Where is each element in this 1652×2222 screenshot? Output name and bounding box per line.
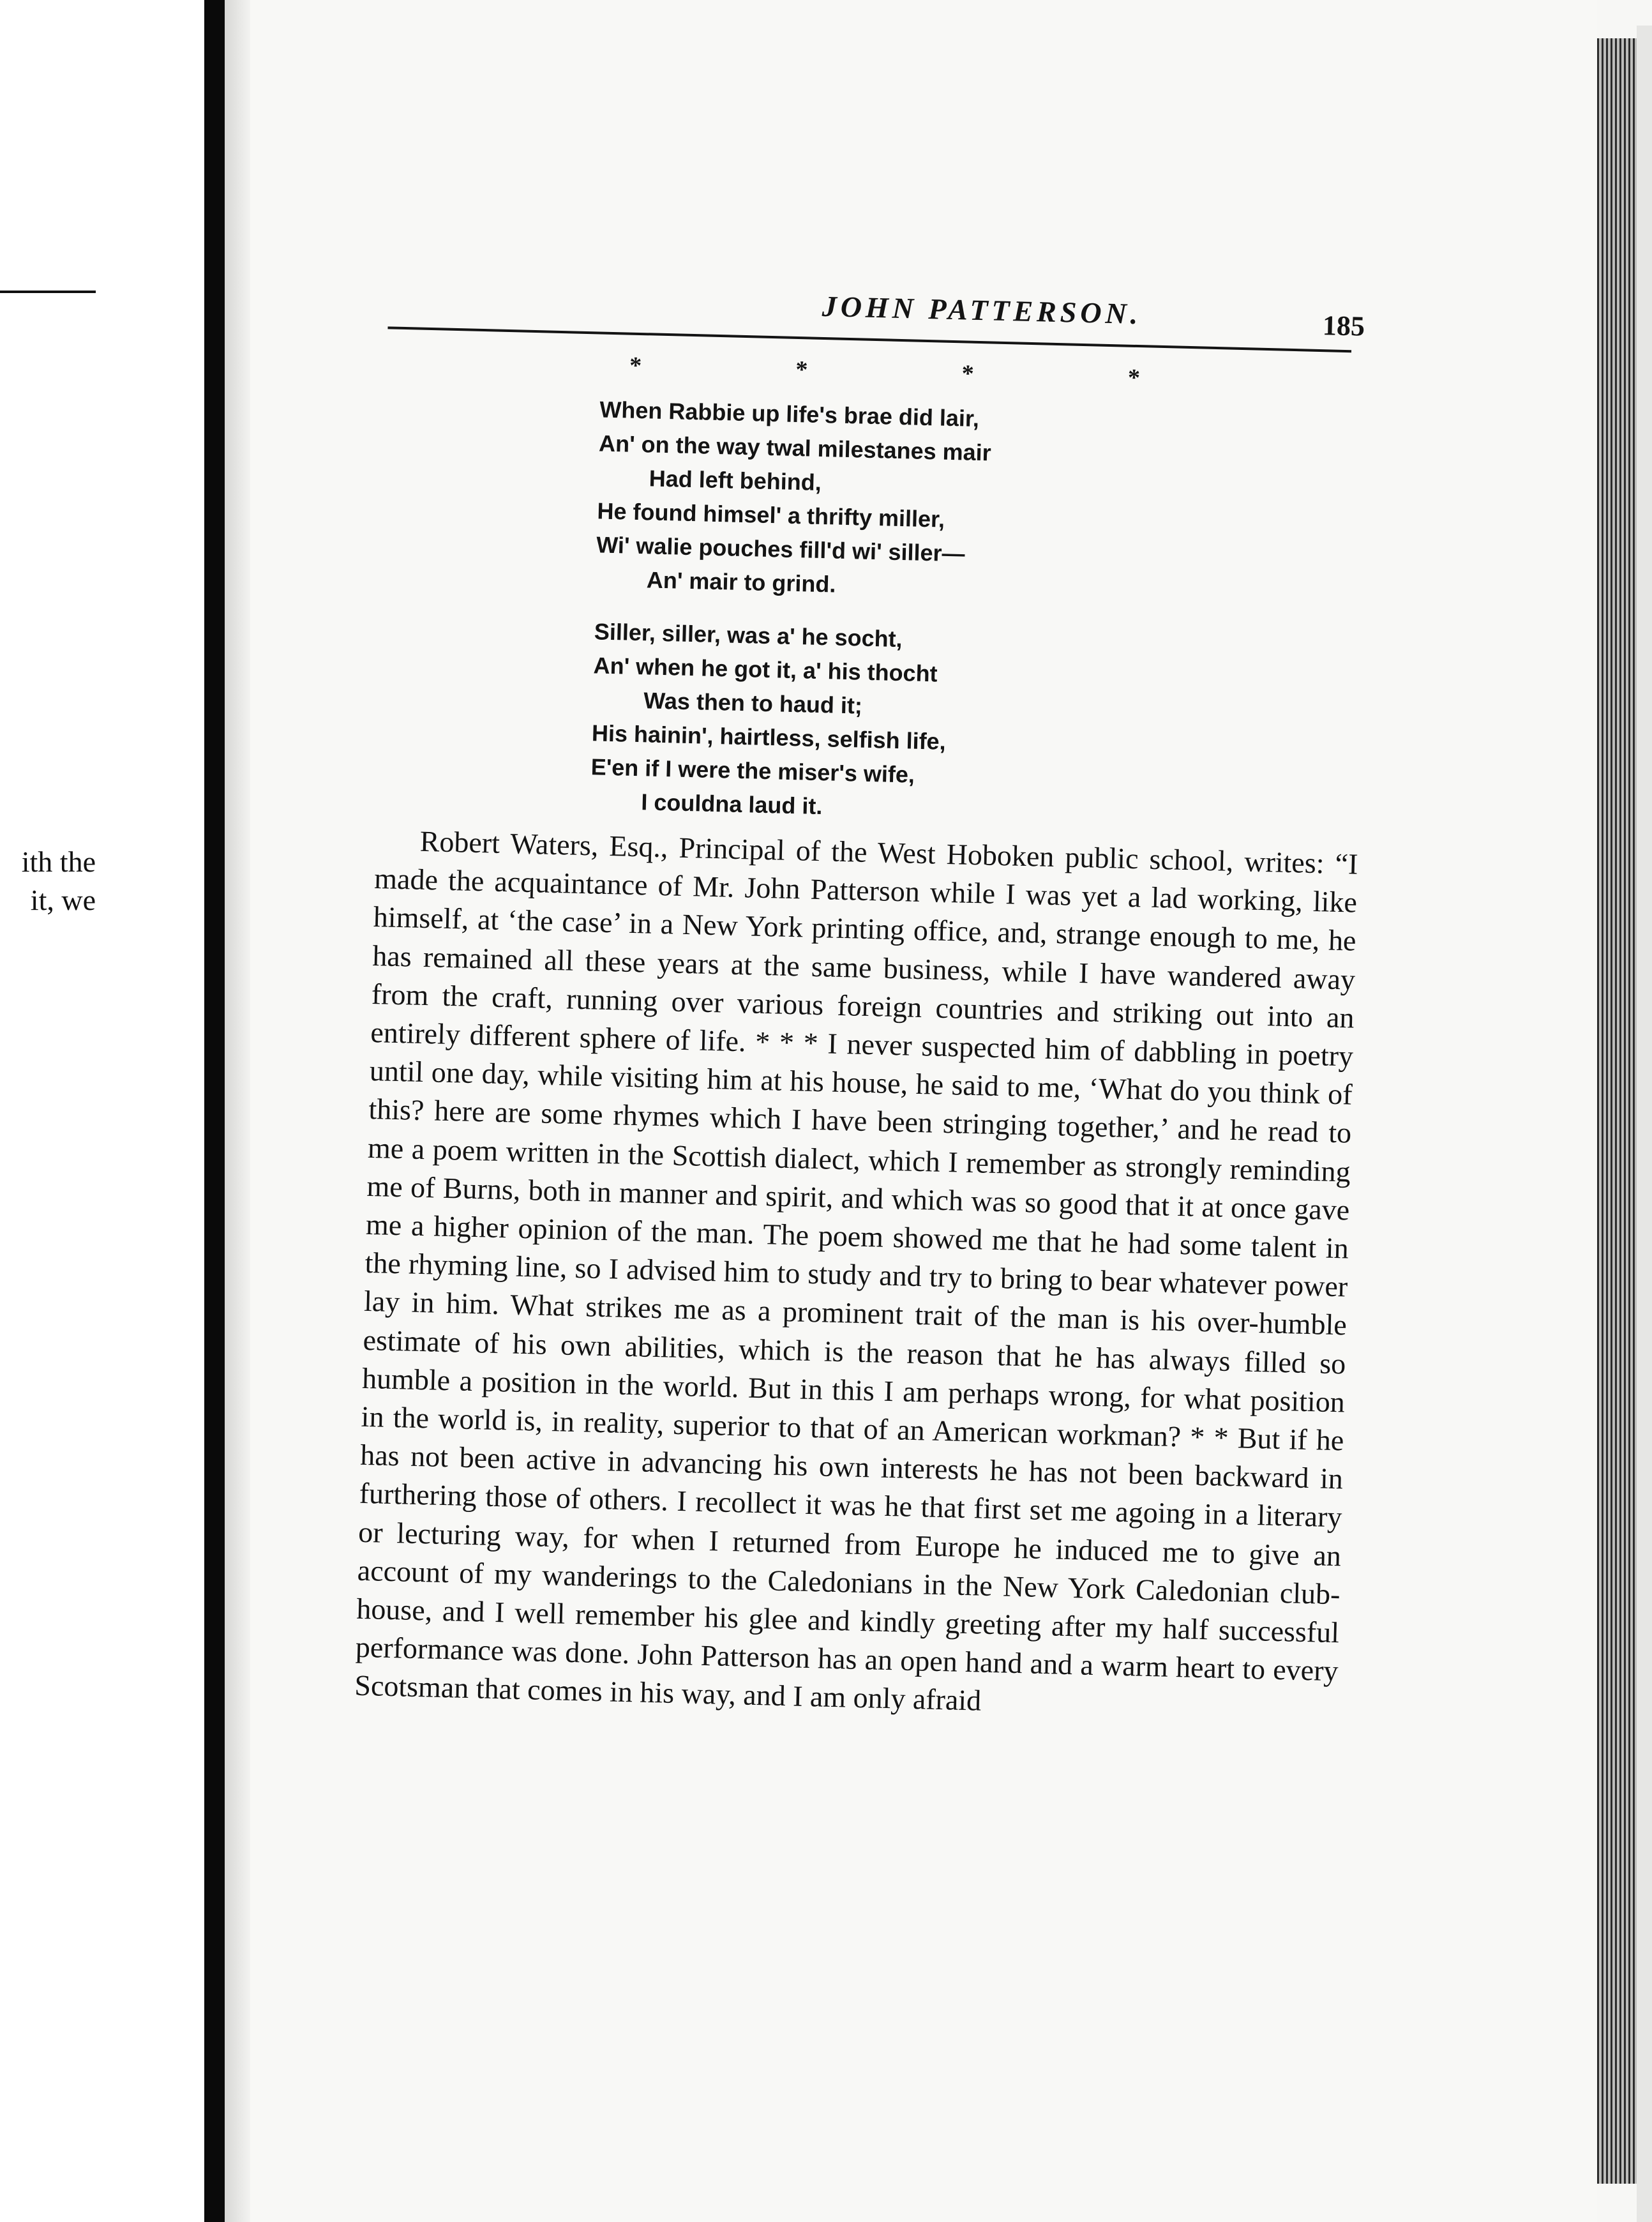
poem-line: Was then to haud it; [643,687,863,719]
poem-line: An' mair to grind. [646,566,836,598]
poem-line: An' when he got it, a' his thocht [593,652,938,687]
star-mark: * [1127,364,1141,392]
poem-line: He found himsel' a thrifty miller, [597,497,945,533]
poem [590,392,1175,831]
gutter-shadow [225,0,250,2222]
poem-line: Had left behind, [649,465,822,495]
page-edge-margin [1637,26,1652,2222]
poem-line: Siller, siller, was a' he socht, [594,618,903,653]
page-number: 185 [1322,310,1365,342]
poem-line: I couldna laud it. [640,789,823,820]
left-page-rule [0,291,96,293]
left-page-text-fragments [0,843,96,919]
star-mark: * [961,360,975,388]
running-title: JOHN PATTERSON. [822,289,1142,331]
poem-line: When Rabbie up life's brae did lair, [599,396,980,432]
left-fragment-line: ith the [21,845,96,878]
left-fragment-line: it, we [30,884,96,916]
page-edges [1597,38,1637,2184]
prose-body [354,821,1358,1729]
star-mark: * [629,352,642,380]
poem-line: E'en if I were the miser's wife, [590,753,915,788]
poem-stanza-2 [590,614,1169,831]
poem-line: An' on the way twal milestanes mair [598,430,992,466]
body-paragraph: Robert Waters, Esq., Principal of the West Hoboken public school, writes: “I made the acquaintance of Mr. John Patterson while I was yet a lad working, like himself, at ‘the case’ in a New York printing office, and, strange enough to me, he has remained all these years at the same business, while I have wandered away from the craft, running over various foreign countries and striking out into an entirely different sphere of life. * * * I never suspected him of dabbling in poetry until one day, while visiting him at his house, he said to me, ‘What do you think of this? here are some rhymes which I have been stringing together,’ and he read to me a poem written in the Scottish dialect, which I remember as strongly reminding me of Burns, both in manner and spirit, and which was so good that it at once gave me a higher opinion of the man. The poem showed me that he had some talent in the rhyming line, so I advised him to study and try to bring to bear whatever power lay in him. What strikes me as a prominent trait of the man is his over-humble estimate of his own abilities, which is the reason that he has always filled so humble a position in the world. But in this I am perhaps wrong, for what position in the world is, in reality, superior to that of an American workman? * * But if he has not been active in advancing his own interests he has not been backward in furthering those of others. I recollect it was he that first set me agoing in a literary or lecturing way, for when I returned from Europe he induced me to give an account of my wanderings to the Caledonians in the New York Caledonian club-house, and I well remember his glee and kindly greeting after my half successful performance was done. John Patterson has an open hand and a warm heart to every Scotsman that comes in his way, and I am only afraid [354,824,1359,1718]
poem-line: Wi' walie pouches fill'd wi' siller— [596,531,966,567]
poem-stanza-1 [595,392,1175,609]
star-mark: * [795,356,808,384]
left-page [0,0,211,2222]
poem-line: His hainin', hairtless, selfish life, [591,720,947,755]
book-spine-gutter [204,0,225,2222]
